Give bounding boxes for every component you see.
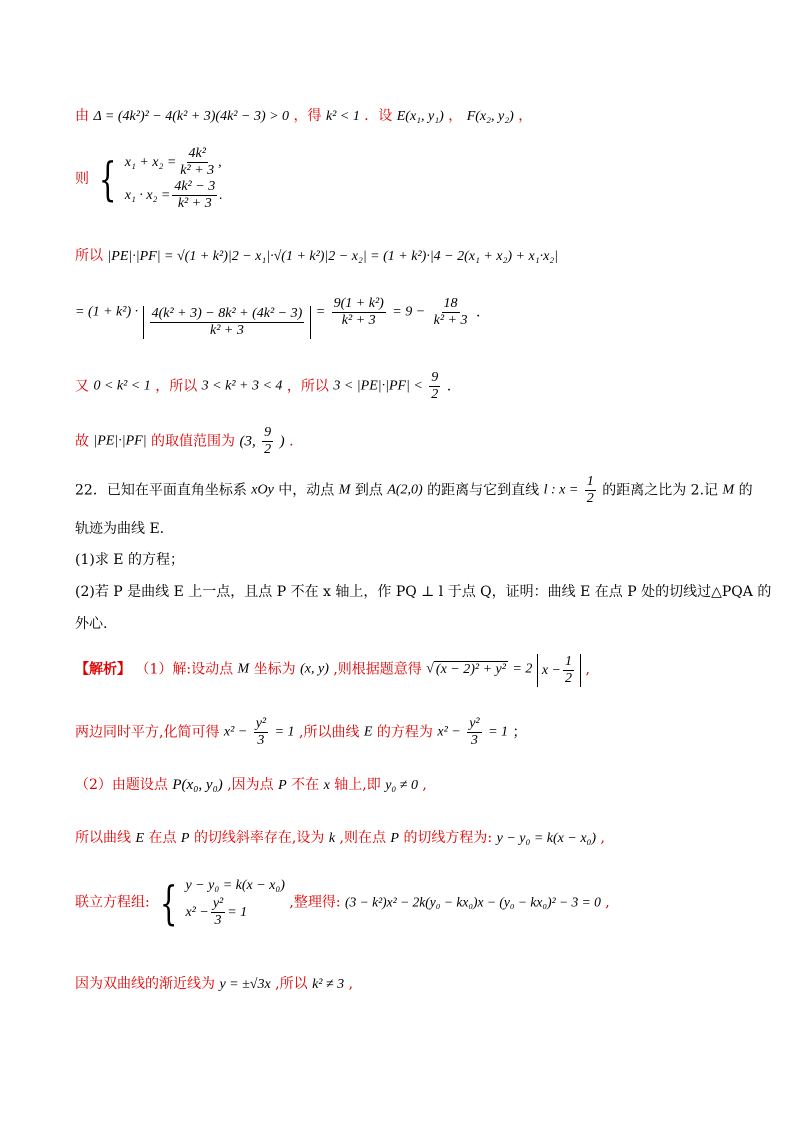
solution-line-4: 所以曲线 E 在点 P 的切线斜率存在,设为 k ,则在点 P 的切线方程为: y − y₀ = k(x − x₀) , [75,830,605,846]
problem-22-part-2: (2)若 P 是曲线 E 上一点，且点 P 不在 x 轴上，作 PQ ⊥ l 于点 Q，证明：曲线 E 在点 P 处的切线过△PQA 的 [75,584,772,600]
problem-22-line-1: 22．已知在平面直角坐标系 xOy 中，动点 M 到点 A(2,0) 的距离与它到直线 l : x = $\frac{1}{2}$ 的距离之比为 2.记 M 的 [75,474,753,506]
problem-22-line-2: 轨迹为曲线 E. [75,521,165,537]
text: 由 [75,108,89,124]
simplify-line: = (1 + k²) · $\frac{\text{4(k² + 3) − 8k² + (4k² − 3)}}{\text{k² + 3}}$ = $\frac{\text{9(1 + k²)}}{\text{k² + 3}}$ = 9 − $\frac{18}{\text{k² + 3}}$ . [75,296,481,338]
solution-line-1: 【解析】 （1）解:设动点 M 坐标为 (x, y) ,则根据题意得 √ (x − 2)² + y² = 2 x − $\frac{1}{2}$ , [75,654,590,686]
product-expr: |PE|·|PF| = √(1 + k²)|2 − x₁|·√(1 + k²)|2 − x₂| = (1 + k²)·|4 − 2(x₁ + x₂) + x₁·x₂| [107,249,559,264]
system-equations [125,146,223,212]
discriminant-line [75,106,532,127]
range-derivation-line: 又 0 < k² < 1 ，所以 3 < k² + 3 < 4 ，所以 3 < |PE|·|PF| < $\frac{9}{2}$ . [75,370,452,402]
text: ， [518,108,533,124]
range-conclusion-line: 故 |PE|·|PF| 的取值范围为 (3, $\frac{9}{2}$ ) . [75,425,294,457]
text: ．设 [364,108,393,124]
condition-expr: k² < 1 [325,109,360,124]
solution-line-2: 两边同时平方,化简可得 x² − $\frac{\text{y²}}{3}$ = 1 ,所以曲线 E 的方程为 x² − $\frac{\text{y²}}{3}$ = 1 ； [75,716,527,748]
point-F: F(x₂, y₂) [466,109,514,124]
brace: { [99,152,117,206]
vieta-system-line [75,146,223,212]
product-line [75,246,558,267]
absolute-value: $\frac{\text{4(k² + 3) − 8k² + (4k² − 3)}}{\text{k² + 3}}$ [143,306,312,339]
solution-line-5: 联立方程组: { y − y₀ = k(x − x₀) x² − $\frac{\text{y²}}{3}$ = 1 ,整理得: (3 − k²)x² − 2k(y₀ − kx₀)x − (y₀ − kx₀)² − 3 = 0 , [75,875,610,930]
problem-22-part-1: (1)求 E 的方程； [75,552,184,568]
text: ， [448,108,463,124]
equation-row: x₁ + x₂ = $\frac{\text{4k²}}{\text{k² + 3}}$ , [124,146,222,178]
point-E: E(x₁, y₁) [396,109,444,124]
text: ，得 [293,108,322,124]
solution-line-6: 因为双曲线的渐近线为 y = ±√3x ,所以 k² ≠ 3 , [75,976,354,992]
solution-line-3: （2）由题设点 P(x₀, y₀) ,因为点 P 不在 x 轴上,即 y₀ ≠ 0 , [75,777,427,793]
discriminant-expr: Δ = (4k²)² − 4(k² + 3)(4k² − 3) > 0 [93,109,290,124]
equation-system [93,146,222,212]
equation-row: x₁ · x₂ = $\frac{\text{4k² − 3}}{\text{k² + 3}}$ . [124,179,223,211]
text: 则 [75,171,89,187]
problem-22-part-2-cont: 外心. [75,616,108,632]
text: 所以 [75,248,103,264]
